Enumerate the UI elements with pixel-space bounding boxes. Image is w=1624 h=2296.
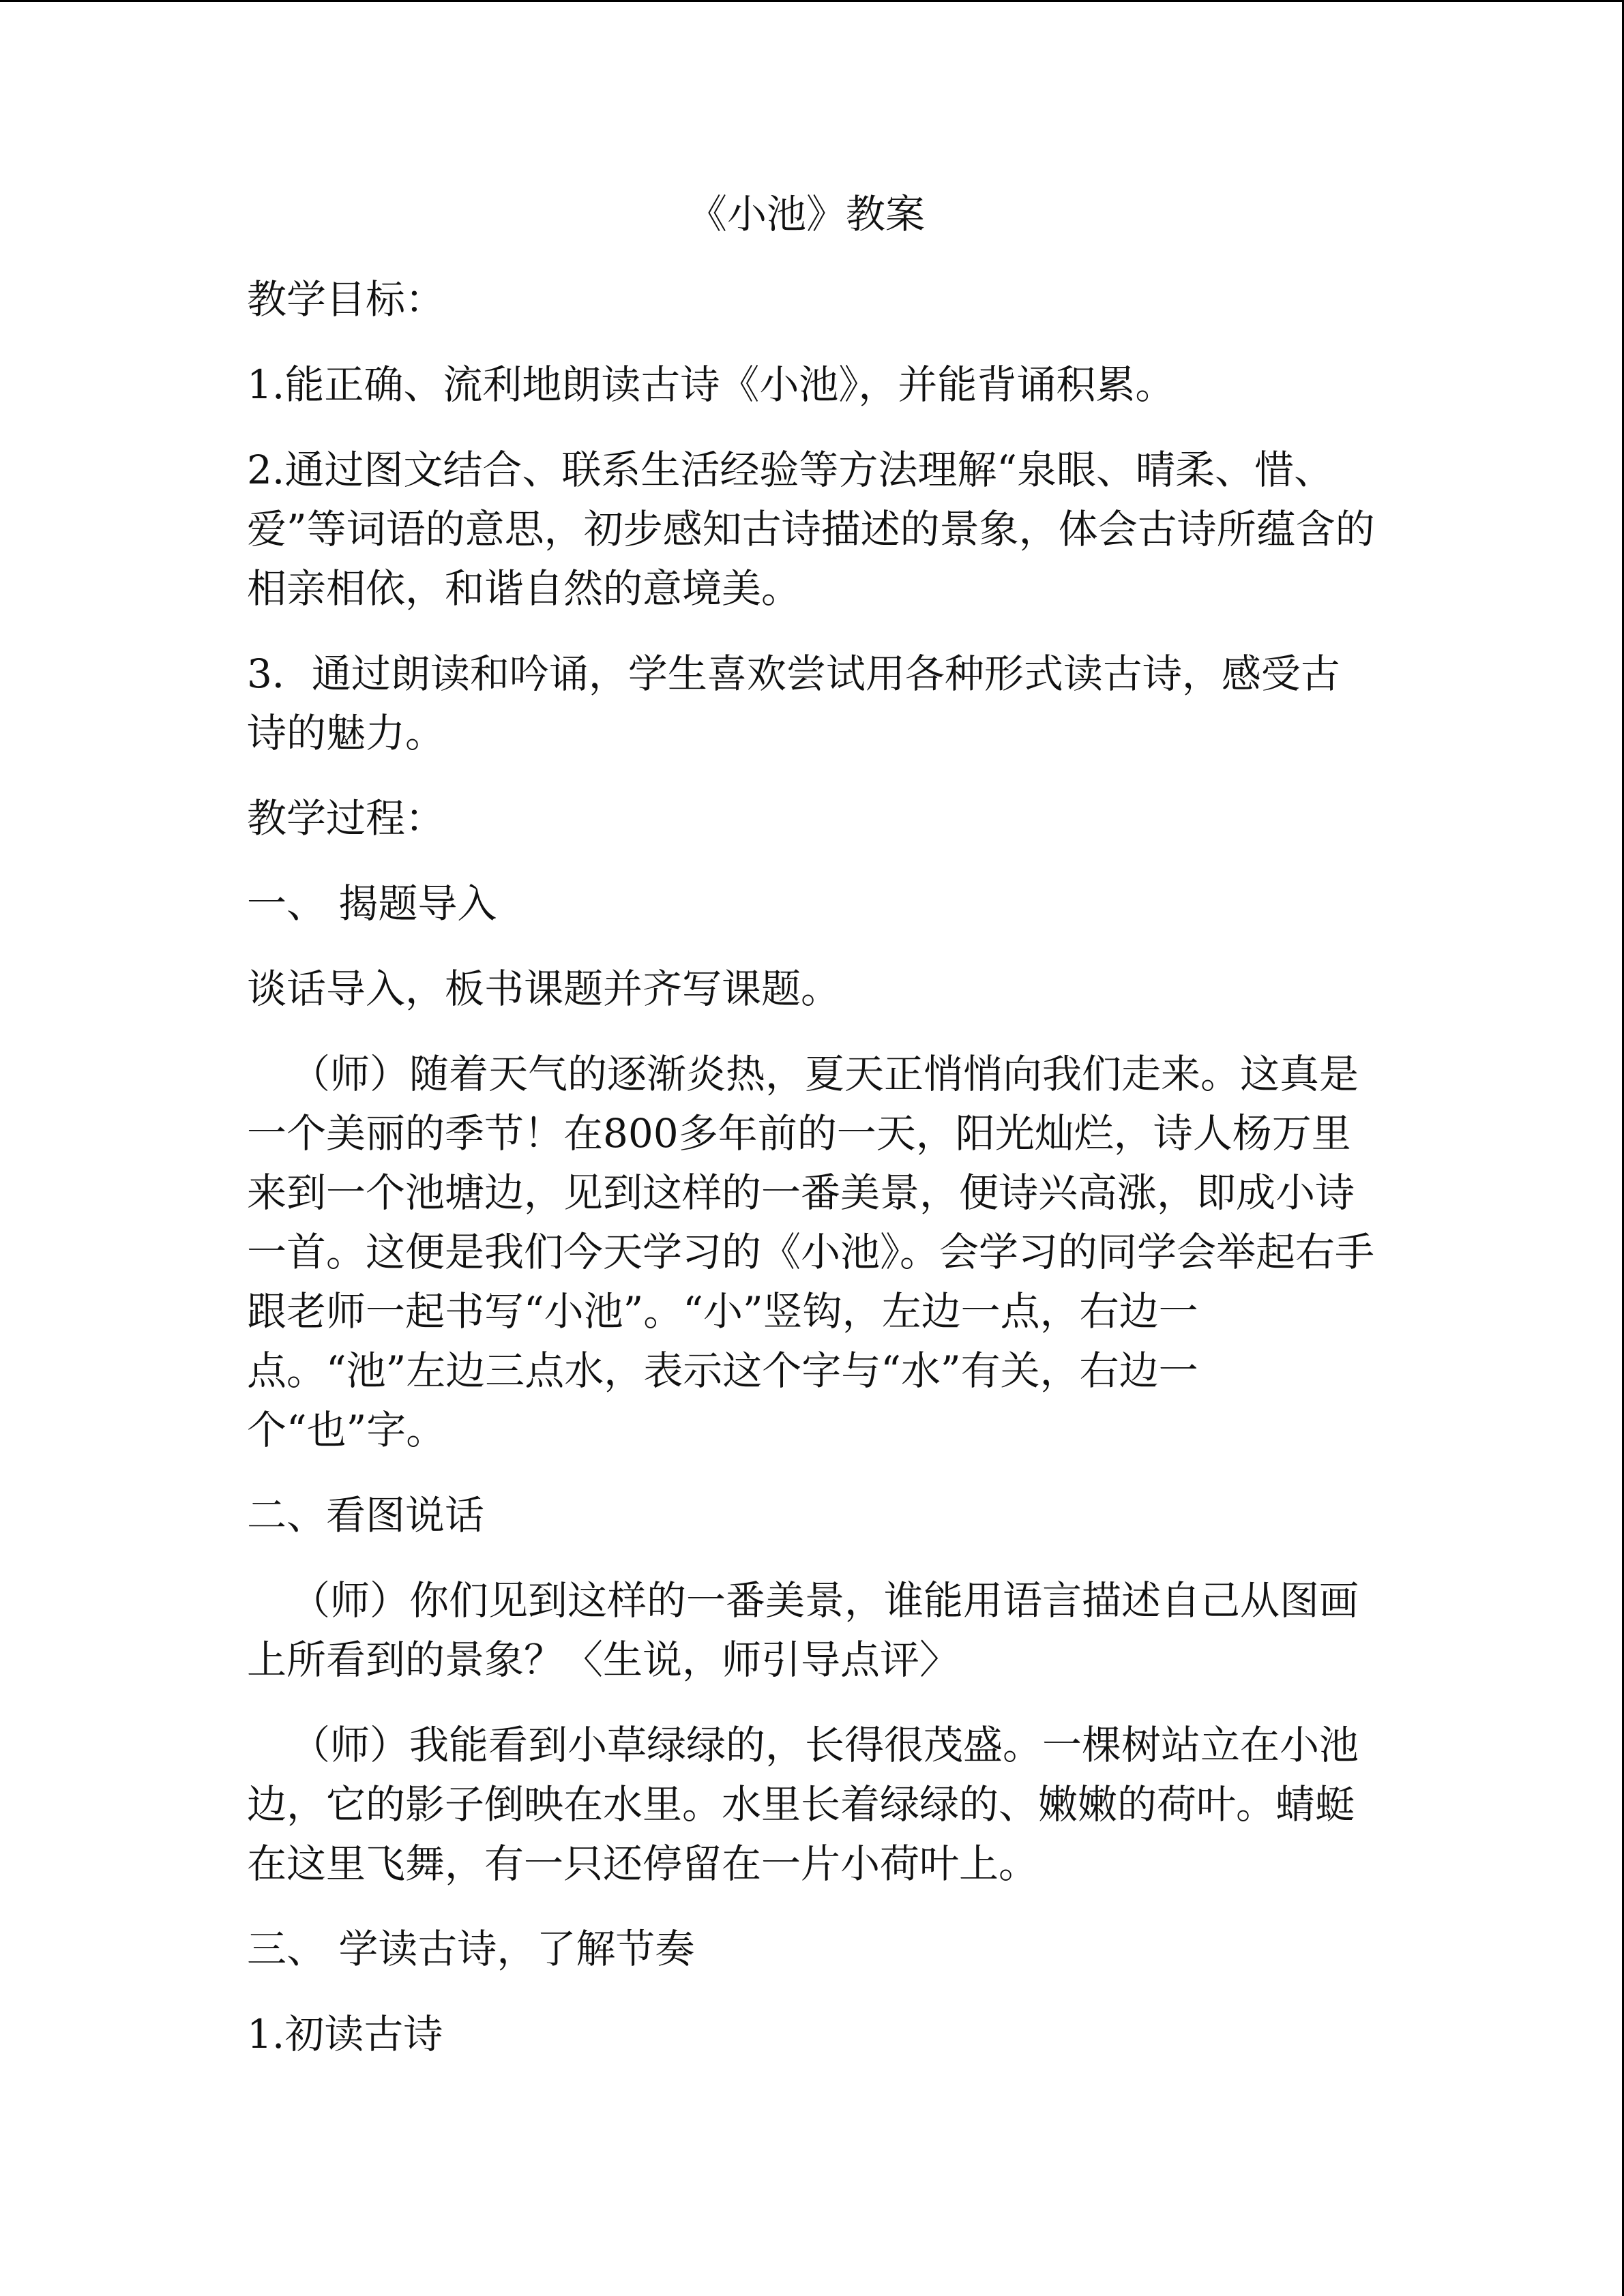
document-body xyxy=(247,185,1379,2090)
objectives-heading: 教学目标： xyxy=(247,276,445,323)
section-2-teacher-paragraph-2: （师）我能看到小草绿绿的，长得很茂盛。一棵树站立在小池边，它的影子倒映在水里。水里长着绿绿的、嫩嫩的荷叶。蜻蜓在这里飞舞，有一只还停留在一片小荷叶上。 xyxy=(247,1722,1359,1887)
section-1-teacher-paragraph: （师）随着天气的逐渐炎热，夏天正悄悄向我们走来。这真是一个美丽的季节！在800多年前的一天，阳光灿烂，诗人杨万里来到一个池塘边，见到这样的一番美景，便诗兴高涨，即成小诗一首。这便是我们今天学习的《小池》。会学习的同学会举起右手跟老师一起书写“小池”。“小”竖钩，左边一点，右边一点。“池”左边三点水，表示这个字与“水”有关，右边一个“也”字。 xyxy=(247,1051,1375,1453)
section-2-teacher-paragraph-1: （师）你们见到这样的一番美景，谁能用语言描述自己从图画上所看到的景象？〈生说，师引导点评〉 xyxy=(247,1577,1359,1683)
process-heading: 教学过程： xyxy=(247,795,445,841)
objective-3: 3．通过朗读和吟诵，学生喜欢尝试用各种形式读古诗，感受古诗的魅力。 xyxy=(247,651,1340,756)
section-1-intro: 谈话导入，板书课题并齐写课题。 xyxy=(247,966,841,1012)
objective-1: 1.能正确、流利地朗读古诗《小池》，并能背诵积累。 xyxy=(247,361,1175,408)
section-3-heading: 三、 学读古诗，了解节奏 xyxy=(247,1926,695,1972)
section-2-heading: 二、看图说话 xyxy=(247,1492,485,1538)
section-3-item-1: 1.初读古诗 xyxy=(247,2011,443,2057)
objective-2: 2.通过图文结合、联系生活经验等方法理解“泉眼、晴柔、惜、爱”等词语的意思，初步感知古诗描述的景象，体会古诗所蕴含的相亲相依，和谐自然的意境美。 xyxy=(247,447,1375,612)
document-title: 《小池》教案 xyxy=(687,191,925,237)
section-1-heading: 一、 揭题导入 xyxy=(247,880,497,927)
